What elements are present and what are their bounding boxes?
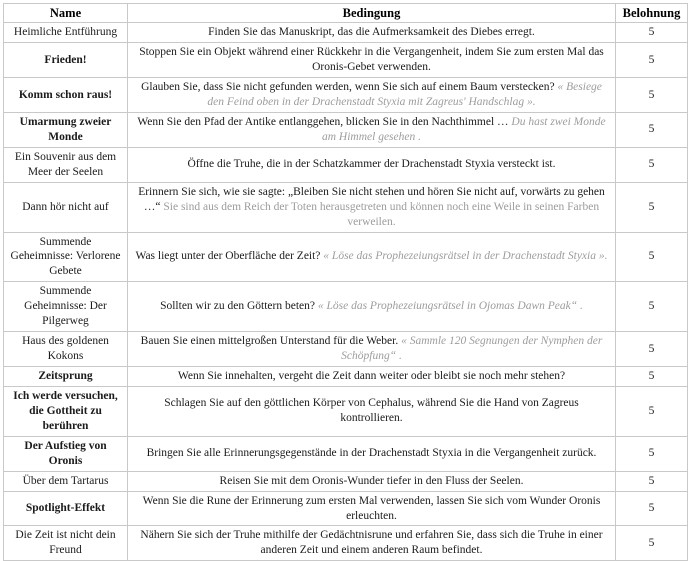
table-row xyxy=(4,112,688,147)
reward-cell: 5 xyxy=(616,471,688,491)
condition-text: Wenn Sie den Pfad der Antike entlanggehen, blicken Sie in den Nachthimmel … xyxy=(137,115,512,128)
condition-text: Was liegt unter der Oberfläche der Zeit? xyxy=(135,250,324,263)
name-cell: Summende Geheimnisse: Der Pilgerweg xyxy=(4,282,128,332)
condition-text: Öffne die Truhe, die in der Schatzkammer der Drachenstadt Styxia versteckt ist. xyxy=(187,158,556,171)
table-row xyxy=(4,367,688,387)
name-cell: Spotlight-Effekt xyxy=(4,491,128,526)
condition-cell xyxy=(128,386,616,436)
condition-cell xyxy=(128,232,616,282)
reward-cell: 5 xyxy=(616,367,688,387)
name-cell: Umarmung zweier Monde xyxy=(4,112,128,147)
reward-cell: 5 xyxy=(616,78,688,113)
condition-text: Glauben Sie, dass Sie nicht gefunden werden, wenn Sie sich auf einem Baum verstecken? xyxy=(141,81,558,94)
table-row xyxy=(4,436,688,471)
condition-text: Erinnern Sie sich, wie sie sagte: „Bleiben Sie nicht stehen und hören Sie nicht auf, vorwärts zu gehen …“ xyxy=(138,185,605,213)
table-row xyxy=(4,232,688,282)
name-cell: Haus des goldenen Kokons xyxy=(4,332,128,367)
condition-text: Du hast zwei Monde am Himmel gesehen . xyxy=(321,115,606,143)
condition-cell xyxy=(128,471,616,491)
name-cell: Ein Souvenir aus dem Meer der Seelen xyxy=(4,147,128,182)
condition-cell xyxy=(128,112,616,147)
condition-cell xyxy=(128,526,616,561)
name-cell: Der Aufstieg von Oronis xyxy=(4,436,128,471)
table-row xyxy=(4,491,688,526)
condition-text: Wenn Sie die Rune der Erinnerung zum ersten Mal verwenden, lassen Sie sich vom Wunder Oronis erleuchten. xyxy=(142,494,601,522)
condition-text: Nähern Sie sich der Truhe mithilfe der Gedächtnisrune und erfahren Sie, dass sich die Truhe in einer anderen Zeit und einem anderen Raum befindet. xyxy=(140,529,603,557)
table-row xyxy=(4,282,688,332)
condition-text: Sie sind aus dem Reich der Toten herausgetreten und können noch eine Weile in seinen Farben verweilen. xyxy=(163,200,600,228)
header-row xyxy=(4,4,688,23)
condition-text: Schlagen Sie auf den göttlichen Körper von Cephalus, während Sie die Hand von Zagreus kontrollieren. xyxy=(164,397,579,425)
reward-cell: 5 xyxy=(616,112,688,147)
name-cell: Über dem Tartarus xyxy=(4,471,128,491)
table-row xyxy=(4,182,688,232)
table-row xyxy=(4,332,688,367)
condition-cell xyxy=(128,491,616,526)
condition-text: Reisen Sie mit dem Oronis-Wunder tiefer in den Fluss der Seelen. xyxy=(219,474,524,487)
column-header-reward: Belohnung xyxy=(616,4,688,23)
condition-cell xyxy=(128,332,616,367)
reward-cell: 5 xyxy=(616,43,688,78)
column-header-condition: Bedingung xyxy=(128,4,616,23)
condition-cell xyxy=(128,282,616,332)
table-row xyxy=(4,526,688,561)
condition-text: « Löse das Prophezeiungsrätsel in Ojomas Dawn Peak“ . xyxy=(317,300,583,313)
reward-cell: 5 xyxy=(616,23,688,43)
condition-text: « Besiege den Feind oben in der Drachenstadt Styxia mit Zagreus' Handschlag ». xyxy=(207,81,602,108)
name-cell: Zeitsprung xyxy=(4,367,128,387)
reward-cell: 5 xyxy=(616,282,688,332)
condition-text: « Sammle 120 Segnungen der Nymphen der Schöpfung“ . xyxy=(341,335,603,363)
table-row xyxy=(4,471,688,491)
name-cell: Frieden! xyxy=(4,43,128,78)
name-cell: Ich werde versuchen, die Gottheit zu berühren xyxy=(4,386,128,436)
reward-cell: 5 xyxy=(616,147,688,182)
table-row xyxy=(4,147,688,182)
condition-text: Wenn Sie innehalten, vergeht die Zeit dann weiter oder bleibt sie noch mehr stehen? xyxy=(177,370,566,382)
name-cell: Die Zeit ist nicht dein Freund xyxy=(4,526,128,561)
condition-text: Bauen Sie einen mittelgroßen Unterstand für die Weber. xyxy=(140,335,402,348)
name-cell: Dann hör nicht auf xyxy=(4,182,128,232)
condition-text: Sollten wir zu den Göttern beten? xyxy=(160,300,318,313)
reward-cell: 5 xyxy=(616,332,688,367)
condition-cell xyxy=(128,436,616,471)
condition-cell xyxy=(128,78,616,113)
table-body xyxy=(4,23,688,561)
condition-cell xyxy=(128,367,616,387)
name-cell: Heimliche Entführung xyxy=(4,23,128,43)
condition-cell xyxy=(128,43,616,78)
column-header-name: Name xyxy=(4,4,128,23)
achievements-table xyxy=(3,3,688,561)
table-row xyxy=(4,23,688,43)
condition-text: Finden Sie das Manuskript, das die Aufmerksamkeit des Diebes erregt. xyxy=(208,26,535,39)
table-header xyxy=(4,4,688,23)
name-cell: Summende Geheimnisse: Verlorene Gebete xyxy=(4,232,128,282)
condition-text: « Löse das Prophezeiungsrätsel in der Drachenstadt Styxia ». xyxy=(323,250,608,263)
table-row xyxy=(4,386,688,436)
reward-cell: 5 xyxy=(616,182,688,232)
reward-cell: 5 xyxy=(616,526,688,561)
condition-cell xyxy=(128,182,616,232)
reward-cell: 5 xyxy=(616,232,688,282)
table-row xyxy=(4,43,688,78)
condition-text: Bringen Sie alle Erinnerungsgegenstände in der Drachenstadt Styxia in die Vergangenheit zurück. xyxy=(146,447,597,460)
reward-cell: 5 xyxy=(616,436,688,471)
reward-cell: 5 xyxy=(616,491,688,526)
condition-cell xyxy=(128,23,616,43)
condition-cell xyxy=(128,147,616,182)
table-row xyxy=(4,78,688,113)
name-cell: Komm schon raus! xyxy=(4,78,128,113)
condition-text: Stoppen Sie ein Objekt während einer Rückkehr in die Vergangenheit, indem Sie zum ersten Mal das Oronis-Gebet verwenden. xyxy=(139,46,604,74)
reward-cell: 5 xyxy=(616,386,688,436)
